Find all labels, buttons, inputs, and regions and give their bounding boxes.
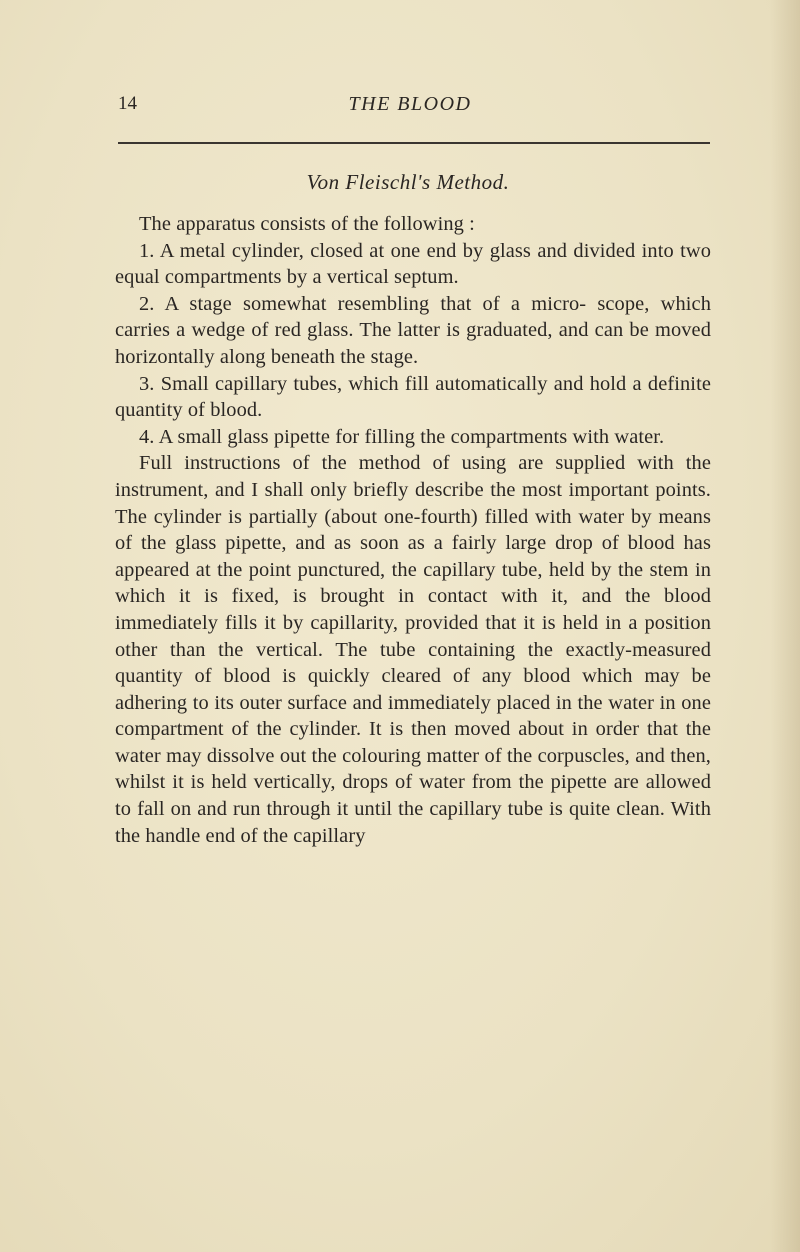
paragraph-item-3: 3. Small capillary tubes, which fill automatically and hold a definite quantity of blood. [115,372,711,422]
paragraph-instructions: Full instructions of the method of using are supplied with the instrument, and I shall only briefly describe the most important points. The cylinder is partially (about one-fourth) filled with water by means of the glass pipette, and as soon as a fairly large drop of blood has appeared at the point punctured, the capillary tube, held by the stem in which it is fixed, is brought in contact with it, and the blood immediately fills it by capillarity, provided that it is held in a position other than the vertical. The tube containing the exactly-measured quantity of blood is quickly cleared of any blood which may be adhering to its outer surface and immediately placed in the water in one compartment of the cylinder. It is then moved about in order that the water may dissolve out the colouring matter of the corpuscles, and then, whilst it is held vertically, drops of water from the pipette are allowed to fall on and run through it until the capillary tube is quite clean. With the handle end of the capillary [115,452,711,847]
paragraph-intro: The apparatus consists of the following : [139,213,475,235]
page-number: 14 [118,93,137,114]
paragraph-item-4: 4. A small glass pipette for filling the compartments with water. [139,425,665,448]
paragraph-item-1: 1. A metal cylinder, closed at one end by glass and divided into two equal compartments by a vertical septum. [115,239,711,289]
body-text [115,211,711,849]
running-title: THE BLOOD [348,93,472,115]
header-rule [118,142,710,144]
section-heading: Von Fleischl's Method. [306,170,510,194]
page-header [0,93,800,123]
paragraph-item-2: 2. A stage somewhat resembling that of a micro- scope, which carries a wedge of red glass. The latter is graduated, and can be moved horizontally along beneath the stage. [115,292,711,368]
